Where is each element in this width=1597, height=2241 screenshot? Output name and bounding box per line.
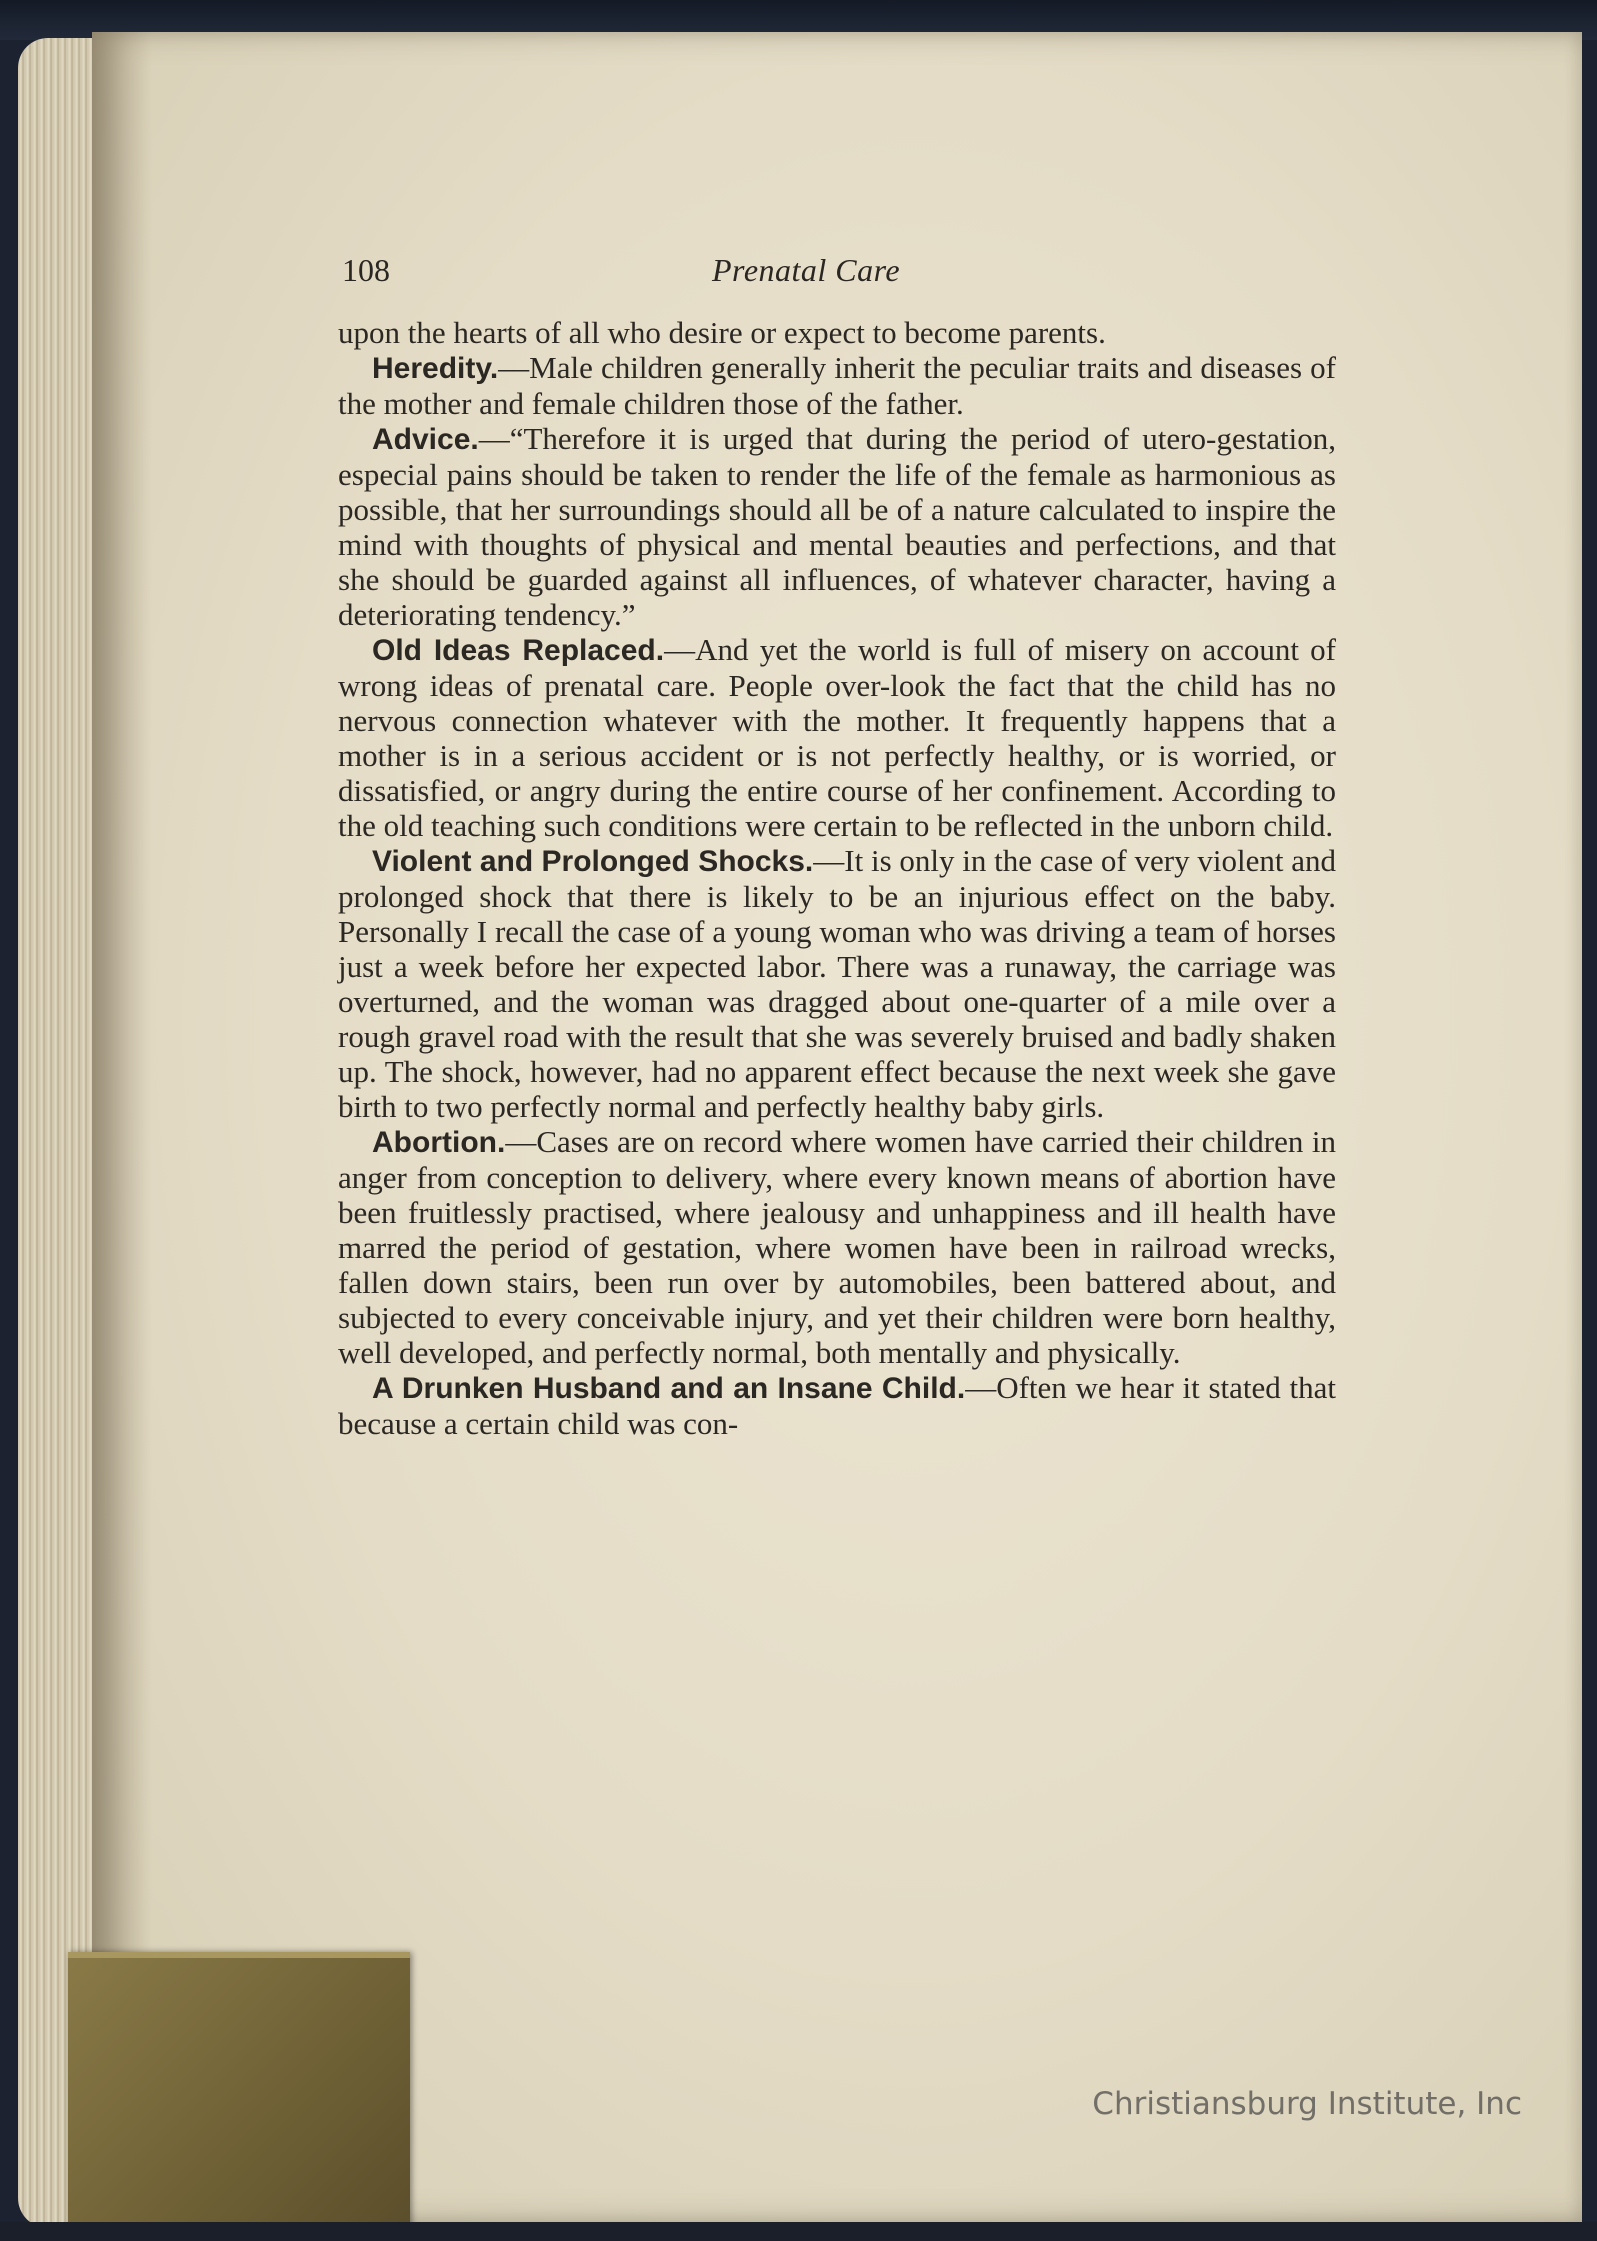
paragraph-heredity (338, 350, 1336, 421)
page-number: 108 (342, 252, 390, 288)
paragraph-heading: A Drunken Husband and an Insane Child. (372, 1372, 966, 1405)
paragraph-abortion (338, 1124, 1336, 1370)
paragraph-text: —Male children generally inherit the peculiar traits and diseases of the mother and female children those of the father. (338, 350, 1336, 421)
running-head: Prenatal Care (712, 252, 901, 288)
paragraph-text: —“Therefore it is urged that during the period of utero-gestation, especial pains should be taken to render the life of the female as harmonious as possible, that her surroundings should all be of a nature calculated to inspire the mind with thoughts of physical and mental beauties and perfections, and that she should be guarded against all influences, of whatever character, having a deteriorating tendency.” (338, 421, 1336, 632)
paragraph-text: —Often we hear it stated that because a certain child was con- (338, 1370, 1336, 1441)
paragraph-text: —It is only in the case of very violent and prolonged shock that there is likely to be an injurious effect on the baby. Personally I recall the case of a young woman who was driving a team of horses just a week before her expected labor. There was a runaway, the carriage was overturned, and the woman was dragged about one-quarter of a mile over a rough gravel road with the result that she was severely bruised and badly shaken up. The shock, however, had no apparent effect because the next week she gave birth to two perfectly normal and perfectly healthy baby girls. (338, 843, 1336, 1124)
paragraph-heading: Heredity. (372, 352, 499, 385)
paragraph-old-ideas (338, 632, 1336, 843)
paragraph-drunken-husband (338, 1370, 1336, 1441)
bookmark-edge (68, 1952, 410, 1958)
paragraph-heading: Abortion. (372, 1126, 506, 1159)
page-body-text (338, 315, 1336, 1441)
paragraph-heading: Old Ideas Replaced. (372, 634, 665, 667)
paragraph-shocks (338, 843, 1336, 1124)
book-cover-bottom (0, 2222, 1597, 2241)
paragraph-text: —Cases are on record where women have carried their children in anger from conception to delivery, where every known means of abortion have been fruitlessly practised, where jealousy and unhappiness and ill health have marred the period of gestation, where women have been in railroad wrecks, fallen down stairs, been run over by automobiles, been battered about, and subjected to every conceivable injury, and yet their children were born healthy, well developed, and perfectly normal, both mentally and physically. (338, 1124, 1336, 1370)
bookmark-ribbon (68, 1952, 410, 2241)
paragraph-heading: Advice. (372, 423, 479, 456)
paragraph-heading: Violent and Prolonged Shocks. (372, 845, 814, 878)
paragraph-text: —And yet the world is full of misery on account of wrong ideas of prenatal care. People over-look the fact that the child has no nervous connection whatever with the mother. It frequently happens that a mother is in a serious accident or is not perfectly healthy, or is worried, or dissatisfied, or angry during the entire course of her confinement. According to the old teaching such conditions were certain to be reflected in the unborn child. (338, 632, 1336, 843)
page-gutter-shadow (92, 32, 152, 2222)
watermark: Christiansburg Institute, Inc (1092, 2086, 1522, 2122)
page-header (342, 252, 1337, 292)
paragraph-advice (338, 421, 1336, 632)
paragraph-continuation (338, 315, 1336, 350)
paragraph-text: upon the hearts of all who desire or expect to become parents. (338, 315, 1106, 350)
